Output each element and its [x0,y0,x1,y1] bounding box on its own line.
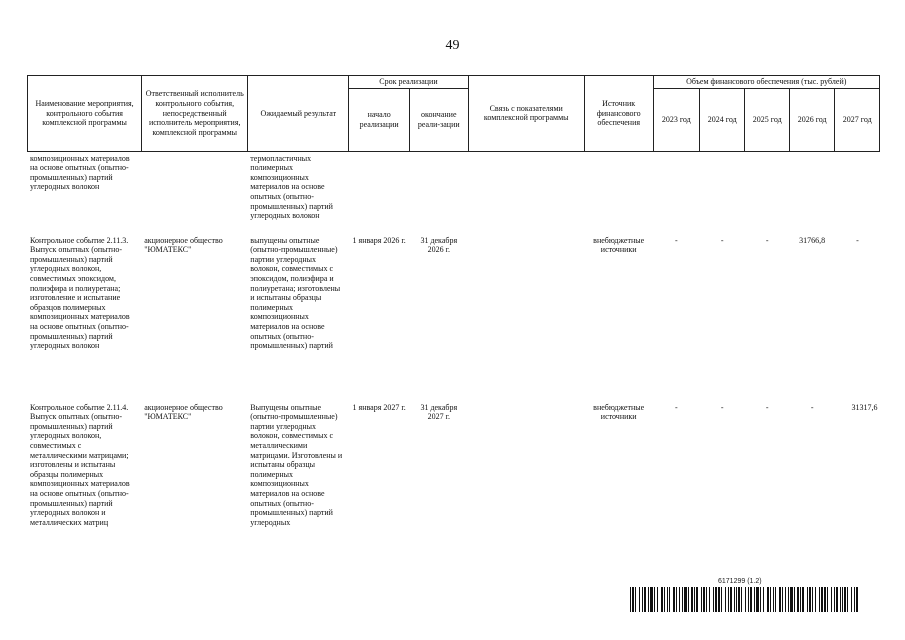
header-period: Срок реализации [349,76,468,89]
cell-result: Выпущены опытные (опытно-промышленные) партии углеродных волокон, совместимых с металлическими матрицами. Изготовлены и испытаны образцы полимерных композиционных материалов на основе опытных (опытно-промышленных) партий углеродных [248,401,349,563]
cell-value: - [653,401,699,563]
header-funding: Объем финансового обеспечения (тыс. рублей) [653,76,879,89]
cell-value: 31766,8 [789,234,834,401]
header-year: 2026 год [789,88,834,151]
header-name: Наименование мероприятия, контрольного события комплексной программы [28,76,142,152]
cell-source: внебюджетные источники [584,401,653,563]
cell-end: 31 декабря 2027 г. [409,401,468,563]
cell-value: - [789,401,834,563]
barcode-number: 6171299 (1.2) [718,578,762,585]
cell-source: внебюджетные источники [584,234,653,401]
cell-end [409,151,468,234]
cell-source [584,151,653,234]
cell-responsible: акционерное общество "ЮМАТЕКС" [142,401,248,563]
header-year: 2023 год [653,88,699,151]
program-table [27,75,880,563]
cell-value [653,151,699,234]
header-source: Источник финансового обеспечения [584,76,653,152]
cell-value [835,151,880,234]
barcode-image [630,587,858,612]
table-row [28,234,880,401]
cell-result: термопластичных полимерных композиционных материалов на основе опытных (опытно-промышленных) партий углеродных волокон [248,151,349,234]
cell-value: 31317,6 [835,401,880,563]
table-row [28,401,880,563]
cell-name: Контрольное событие 2.11.3. Выпуск опытных (опытно-промышленных) партий углеродных волокон, совместимых эпоксидом, полиэфира и полиуретана; изготовление и испытание образцов полимерных композиционных материалов на основе опытных (опытно-промышленных) партий углеродных волокон [28,234,142,401]
cell-value: - [700,401,745,563]
header-link: Связь с показателями комплексной программы [468,76,584,152]
header-year: 2024 год [700,88,745,151]
cell-name: Контрольное событие 2.11.4. Выпуск опытных (опытно-промышленных) партий углеродных волокон, совместимых с металлическими матрицами; изготовлены и испытаны образцы полимерных композиционных материалов на основе опытных (опытно-промышленных) партий углеродных волокон и металлических матриц [28,401,142,563]
cell-link [468,234,584,401]
cell-value: - [835,234,880,401]
header-result: Ожидаемый результат [248,76,349,152]
cell-value: - [745,401,789,563]
cell-link [468,401,584,563]
header-year: 2027 год [835,88,880,151]
cell-responsible: акционерное общество "ЮМАТЕКС" [142,234,248,401]
cell-value [700,151,745,234]
cell-value: - [745,234,789,401]
header-year: 2025 год [745,88,789,151]
cell-result: выпущены опытные (опытно-промышленные) партии углеродных волокон, совместимых с эпоксидом, полиэфира и полиуретана; изготовлены и испытаны образцы полимерных композиционных материалов на основе опытных (опытно-промышленных) партий [248,234,349,401]
cell-value: - [653,234,699,401]
cell-value [745,151,789,234]
cell-responsible [142,151,248,234]
header-end: окончание реали-зации [409,88,468,151]
table-row [28,151,880,234]
header-start: начало реализации [349,88,410,151]
cell-value: - [700,234,745,401]
cell-start: 1 января 2026 г. [349,234,410,401]
header-responsible: Ответственный исполнитель контрольного события, непосредственный исполнитель мероприятия, комплексной программы [142,76,248,152]
cell-start: 1 января 2027 г. [349,401,410,563]
cell-value [789,151,834,234]
cell-end: 31 декабря 2026 г. [409,234,468,401]
cell-name: композиционных материалов на основе опытных (опытно-промышленных) партий углеродных волокон [28,151,142,234]
cell-start [349,151,410,234]
page-number: 49 [445,38,460,53]
cell-link [468,151,584,234]
